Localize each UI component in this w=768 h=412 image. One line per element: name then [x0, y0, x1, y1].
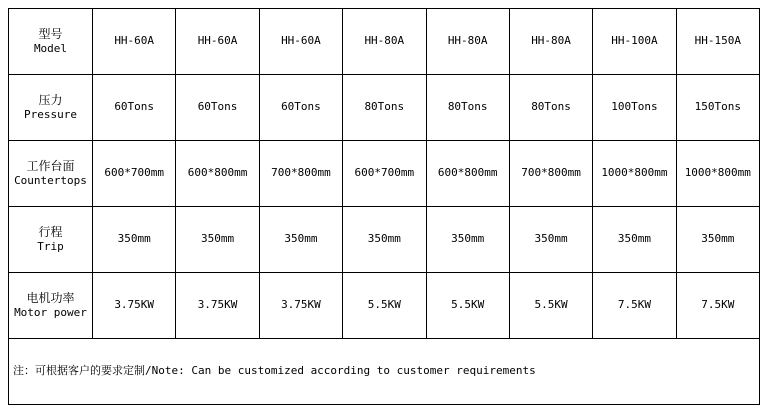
table-cell: HH-60A: [93, 9, 176, 75]
table-cell: HH-100A: [593, 9, 676, 75]
note-row: [9, 339, 760, 405]
row-label-cn: 电机功率: [26, 290, 75, 305]
row-label: [9, 75, 93, 141]
row-label-en: Countertops: [14, 174, 87, 188]
table-cell: 350mm: [593, 207, 676, 273]
table-cell: 150Tons: [676, 75, 759, 141]
table-cell: 60Tons: [176, 75, 259, 141]
spec-table: [8, 8, 760, 405]
table-cell: 60Tons: [93, 75, 176, 141]
table-cell: 350mm: [343, 207, 426, 273]
table-cell: 350mm: [509, 207, 592, 273]
table-cell: HH-80A: [426, 9, 509, 75]
table-cell: 350mm: [426, 207, 509, 273]
table-cell: 700*800mm: [259, 141, 342, 207]
table-cell: 7.5KW: [676, 273, 759, 339]
table-cell: 350mm: [93, 207, 176, 273]
table-cell: 7.5KW: [593, 273, 676, 339]
row-label-cn: 行程: [38, 224, 63, 239]
row-label-en: Pressure: [24, 108, 77, 122]
row-label-cn: 型号: [38, 26, 63, 41]
row-trip: [9, 207, 760, 273]
row-label: [9, 207, 93, 273]
table-cell: 5.5KW: [509, 273, 592, 339]
table-cell: 80Tons: [509, 75, 592, 141]
row-model: [9, 9, 760, 75]
table-cell: 600*800mm: [176, 141, 259, 207]
table-cell: 80Tons: [426, 75, 509, 141]
note-text: 注：可根据客户的要求定制/Note: Can be customized according to customer requirements: [9, 339, 760, 405]
row-label: [9, 141, 93, 207]
table-cell: 3.75KW: [176, 273, 259, 339]
row-label-en: Model: [33, 42, 68, 56]
row-motor-power: [9, 273, 760, 339]
row-label-cn: 压力: [38, 92, 63, 107]
table-cell: HH-60A: [259, 9, 342, 75]
table-cell: 80Tons: [343, 75, 426, 141]
table-cell: 700*800mm: [509, 141, 592, 207]
table-cell: 600*800mm: [426, 141, 509, 207]
table-cell: HH-80A: [509, 9, 592, 75]
table-cell: 100Tons: [593, 75, 676, 141]
row-label-en: Motor power: [14, 306, 87, 320]
table-cell: 3.75KW: [93, 273, 176, 339]
table-cell: HH-80A: [343, 9, 426, 75]
table-cell: 1000*800mm: [593, 141, 676, 207]
table-cell: HH-60A: [176, 9, 259, 75]
spec-table-body: [9, 9, 760, 339]
table-cell: 350mm: [676, 207, 759, 273]
row-label-cn: 工作台面: [26, 158, 75, 173]
row-pressure: [9, 75, 760, 141]
row-label: [9, 9, 93, 75]
table-cell: 1000*800mm: [676, 141, 759, 207]
table-cell: 600*700mm: [343, 141, 426, 207]
table-cell: 5.5KW: [343, 273, 426, 339]
row-label: [9, 273, 93, 339]
table-cell: 350mm: [259, 207, 342, 273]
table-cell: 60Tons: [259, 75, 342, 141]
row-countertops: [9, 141, 760, 207]
table-cell: 350mm: [176, 207, 259, 273]
table-cell: HH-150A: [676, 9, 759, 75]
row-label-en: Trip: [37, 240, 64, 254]
table-cell: 3.75KW: [259, 273, 342, 339]
table-cell: 600*700mm: [93, 141, 176, 207]
table-cell: 5.5KW: [426, 273, 509, 339]
